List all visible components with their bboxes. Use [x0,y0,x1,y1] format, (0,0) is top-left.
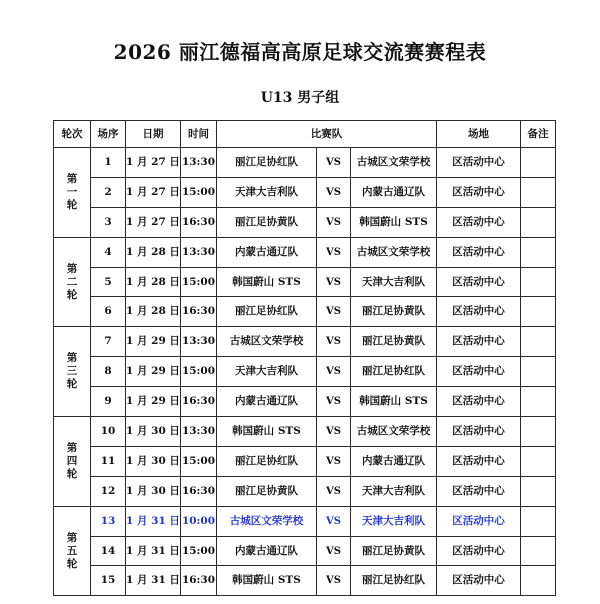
vs-label: VS [317,417,351,447]
match-time: 15:00 [181,357,217,387]
round-label-char: 四 [66,454,78,467]
round-label-char: 第 [66,262,78,275]
home-team: 古城区文荣学校 [217,506,317,536]
match-time: 15:00 [181,267,217,297]
match-date: 1 月 29 日 [126,327,181,357]
match-no: 11 [91,446,126,476]
match-date: 1 月 27 日 [126,207,181,237]
match-no: 8 [91,357,126,387]
match-note [521,446,556,476]
home-team: 内蒙古通辽队 [217,237,317,267]
away-team: 丽江足协黄队 [351,327,437,357]
match-venue: 区活动中心 [437,506,521,536]
vs-label: VS [317,446,351,476]
vs-label: VS [317,237,351,267]
match-note [521,267,556,297]
match-no: 14 [91,536,126,566]
vs-label: VS [317,177,351,207]
match-venue: 区活动中心 [437,417,521,447]
round-label-char: 第 [66,531,78,544]
header-teams: 比赛队 [217,121,437,148]
round-label-char: 二 [66,275,78,288]
round-label [54,417,91,507]
round-label-char: 轮 [66,467,78,480]
match-note [521,476,556,506]
round-label [54,237,91,327]
table-row [54,417,556,447]
vs-label: VS [317,476,351,506]
round-label [54,506,91,596]
match-no: 12 [91,476,126,506]
match-date: 1 月 30 日 [126,417,181,447]
match-no: 4 [91,237,126,267]
match-time: 13:30 [181,237,217,267]
round-label [54,148,91,238]
away-team: 内蒙古通辽队 [351,177,437,207]
home-team: 古城区文荣学校 [217,327,317,357]
match-venue: 区活动中心 [437,476,521,506]
match-date: 1 月 29 日 [126,387,181,417]
match-date: 1 月 28 日 [126,297,181,327]
match-no: 13 [91,506,126,536]
away-team: 丽江足协黄队 [351,536,437,566]
match-time: 13:30 [181,417,217,447]
table-row [54,387,556,417]
vs-label: VS [317,566,351,596]
table-row [54,207,556,237]
group-subtitle: U13 男子组 [260,90,340,106]
home-team: 丽江足协红队 [217,148,317,178]
header-round: 轮次 [54,121,91,148]
match-venue: 区活动中心 [437,446,521,476]
home-team: 内蒙古通辽队 [217,536,317,566]
home-team: 韩国蔚山 STS [217,417,317,447]
round-label-char: 轮 [66,198,78,211]
match-time: 16:30 [181,387,217,417]
match-time: 16:30 [181,566,217,596]
home-team: 韩国蔚山 STS [217,566,317,596]
match-no: 6 [91,297,126,327]
round-label-char: 第 [66,352,78,365]
vs-label: VS [317,327,351,357]
match-note [521,207,556,237]
table-row [54,446,556,476]
match-note [521,177,556,207]
match-note [521,536,556,566]
schedule-body [54,148,556,596]
vs-label: VS [317,387,351,417]
table-header-row [54,121,556,148]
table-row [54,237,556,267]
table-row [54,536,556,566]
schedule-table [53,120,556,596]
table-row [54,267,556,297]
table-row [54,357,556,387]
match-no: 5 [91,267,126,297]
match-note [521,387,556,417]
home-team: 丽江足协红队 [217,297,317,327]
match-venue: 区活动中心 [437,148,521,178]
table-row [54,297,556,327]
match-date: 1 月 30 日 [126,446,181,476]
match-venue: 区活动中心 [437,536,521,566]
match-time: 15:00 [181,177,217,207]
match-venue: 区活动中心 [437,327,521,357]
match-time: 13:30 [181,327,217,357]
round-label-char: 一 [66,185,78,198]
match-date: 1 月 28 日 [126,237,181,267]
table-row [54,177,556,207]
match-time: 15:00 [181,536,217,566]
away-team: 丽江足协红队 [351,357,437,387]
away-team: 天津大吉利队 [351,267,437,297]
match-note [521,327,556,357]
match-venue: 区活动中心 [437,177,521,207]
match-venue: 区活动中心 [437,387,521,417]
home-team: 天津大吉利队 [217,177,317,207]
match-note [521,237,556,267]
match-venue: 区活动中心 [437,297,521,327]
away-team: 韩国蔚山 STS [351,387,437,417]
match-time: 16:30 [181,297,217,327]
match-note [521,417,556,447]
match-no: 9 [91,387,126,417]
match-date: 1 月 31 日 [126,566,181,596]
vs-label: VS [317,357,351,387]
round-label-char: 三 [66,365,78,378]
match-date: 1 月 31 日 [126,506,181,536]
match-venue: 区活动中心 [437,357,521,387]
match-venue: 区活动中心 [437,267,521,297]
away-team: 丽江足协黄队 [351,297,437,327]
round-label [54,327,91,417]
home-team: 丽江足协红队 [217,446,317,476]
away-team: 古城区文荣学校 [351,237,437,267]
match-no: 1 [91,148,126,178]
match-note [521,297,556,327]
vs-label: VS [317,506,351,536]
match-time: 13:30 [181,148,217,178]
table-row [54,506,556,536]
header-time: 时间 [181,121,217,148]
match-note [521,566,556,596]
match-note [521,506,556,536]
home-team: 天津大吉利队 [217,357,317,387]
away-team: 内蒙古通辽队 [351,446,437,476]
table-row [54,566,556,596]
round-label-char: 第 [66,441,78,454]
match-venue: 区活动中心 [437,237,521,267]
vs-label: VS [317,536,351,566]
header-match-no: 场序 [91,121,126,148]
round-label-char: 五 [66,544,78,557]
match-date: 1 月 27 日 [126,177,181,207]
match-note [521,357,556,387]
home-team: 韩国蔚山 STS [217,267,317,297]
away-team: 古城区文荣学校 [351,148,437,178]
match-time: 10:00 [181,506,217,536]
round-label-char: 轮 [66,557,78,570]
away-team: 古城区文荣学校 [351,417,437,447]
match-date: 1 月 31 日 [126,536,181,566]
home-team: 内蒙古通辽队 [217,387,317,417]
table-row [54,148,556,178]
match-venue: 区活动中心 [437,207,521,237]
round-label-char: 第 [66,172,78,185]
vs-label: VS [317,148,351,178]
match-no: 15 [91,566,126,596]
away-team: 丽江足协红队 [351,566,437,596]
page-title: 2026 丽江德福高高原足球交流赛赛程表 [113,40,487,64]
match-time: 16:30 [181,207,217,237]
vs-label: VS [317,267,351,297]
away-team: 天津大吉利队 [351,506,437,536]
round-label-char: 轮 [66,288,78,301]
match-venue: 区活动中心 [437,566,521,596]
match-date: 1 月 30 日 [126,476,181,506]
match-time: 15:00 [181,446,217,476]
match-no: 2 [91,177,126,207]
header-date: 日期 [126,121,181,148]
match-date: 1 月 29 日 [126,357,181,387]
away-team: 天津大吉利队 [351,476,437,506]
round-label-char: 轮 [66,378,78,391]
match-no: 10 [91,417,126,447]
match-date: 1 月 28 日 [126,267,181,297]
header-notes: 备注 [521,121,556,148]
table-row [54,476,556,506]
match-no: 7 [91,327,126,357]
vs-label: VS [317,207,351,237]
away-team: 韩国蔚山 STS [351,207,437,237]
header-venue: 场地 [437,121,521,148]
match-date: 1 月 27 日 [126,148,181,178]
vs-label: VS [317,297,351,327]
match-note [521,148,556,178]
home-team: 丽江足协黄队 [217,207,317,237]
match-time: 16:30 [181,476,217,506]
home-team: 丽江足协黄队 [217,476,317,506]
match-no: 3 [91,207,126,237]
table-row [54,327,556,357]
